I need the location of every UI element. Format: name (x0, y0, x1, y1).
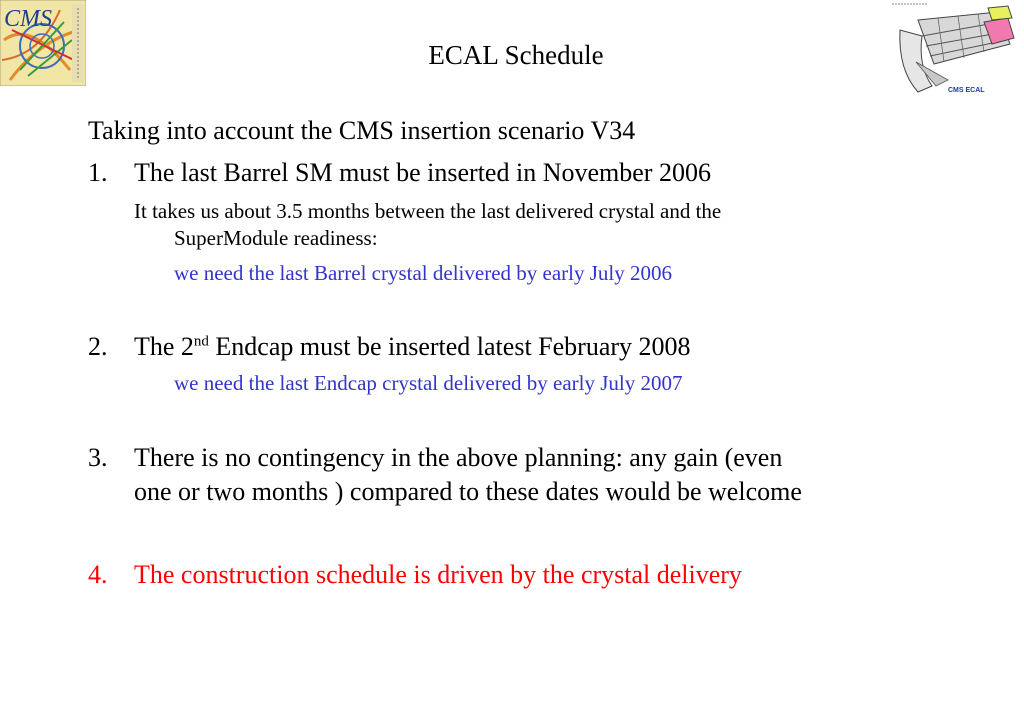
cms-logo-text: CMS (4, 6, 52, 32)
item-3-line-2: one or two months ) compared to these dates would be welcome (134, 477, 802, 506)
item-3-number: 3. (88, 443, 108, 472)
item-2-text (134, 332, 691, 362)
item-2-note: we need the last Endcap crystal delivered by early July 2007 (174, 371, 683, 395)
item-2-text-after: Endcap must be inserted latest February 2008 (208, 332, 691, 361)
cms-ecal-caption: CMS ECAL (948, 87, 985, 94)
item-1-note: we need the last Barrel crystal delivered by early July 2006 (174, 261, 672, 285)
item-2-text-before: The 2 (134, 332, 194, 361)
item-1-detail-line-2: SuperModule readiness: (174, 226, 378, 250)
item-1-detail-line-1: It takes us about 3.5 months between the last delivered crystal and the (134, 199, 722, 223)
item-4-text: The construction schedule is driven by the crystal delivery (134, 560, 742, 589)
item-1-text: The last Barrel SM must be inserted in November 2006 (134, 158, 711, 187)
item-1-number: 1. (88, 158, 108, 187)
item-2-number: 2. (88, 332, 108, 361)
cms-ecal-detector-logo (888, 0, 1020, 98)
slide-title: ECAL Schedule (428, 40, 604, 70)
item-4-number: 4. (88, 560, 108, 589)
intro-text: Taking into account the CMS insertion scenario V34 (88, 116, 636, 145)
item-3-line-1: There is no contingency in the above planning: any gain (even (134, 443, 783, 472)
item-2-superscript: nd (193, 333, 209, 350)
